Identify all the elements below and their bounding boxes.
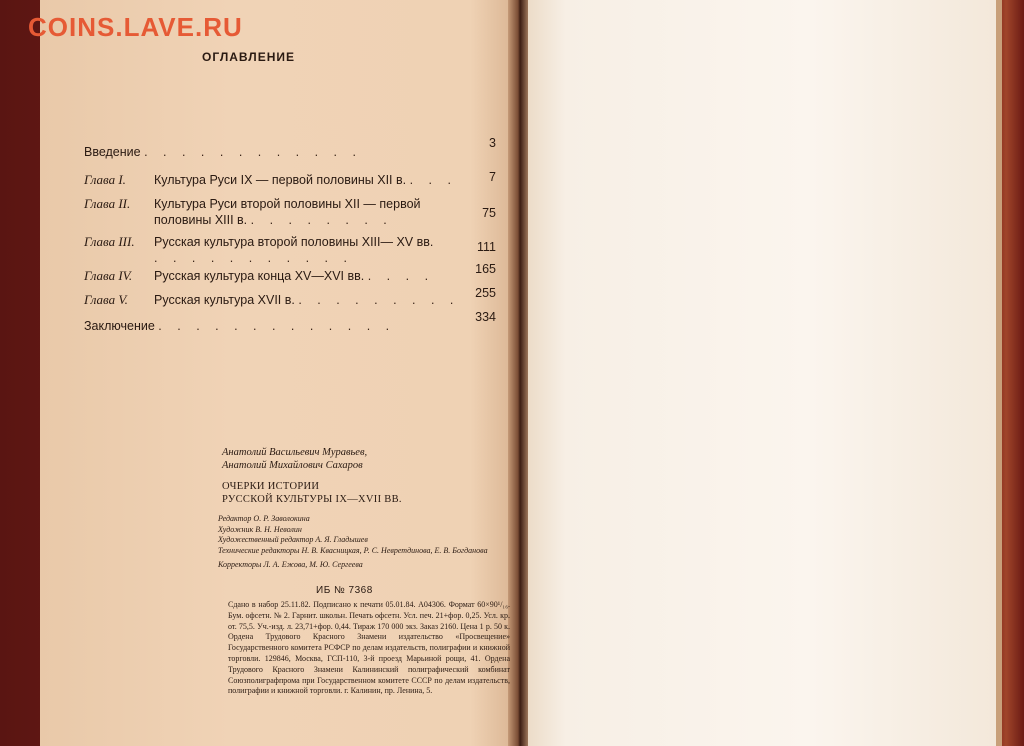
toc-leader: . . . . . . . . . . . .: [144, 145, 362, 159]
toc-entry-text: Заключение: [84, 319, 155, 333]
toc-entry: [84, 286, 496, 308]
imprint-text: Сдано в набор 25.11.82. Подписано к печати 05.01.84. А04306. Формат 60×90¹/₁₆. Бум. офсетн. № 2. Гарнит. школьн. Печать офсетн. Усл. печ. 21+фор. 0,25. Усл. кр. от. 75,5. Уч.-изд. л. 23,71+фор. 0,44. Тираж 170 000 экз. Заказ 2160. Цена 1 р. 50 к. Ордена Трудового Красного Знамени издательство «Просвещение» Государственного комитета РСФСР по делам издательств, полиграфии и книжной торговли. 129846, Москва, ГСП-110, 3-й проезд Марьиной рощи, 41. Ордена Трудового Красного Знамени Калининский полиграфический комбинат Союзполиграфпрома при Государственном комитете СССР по делам издательств, полиграфии и книжной торговли. г. Калинин, пр. Ленина, 5.: [228, 600, 510, 696]
toc-leader: . . .: [409, 173, 457, 187]
right-page-blank: [528, 0, 998, 746]
toc-entry-text: Русская культура XVII в.: [154, 293, 295, 307]
authors: [222, 446, 367, 472]
toc-title: ОГЛАВЛЕНИЕ: [202, 50, 296, 64]
toc-chapter-label: Глава V.: [84, 292, 128, 307]
toc-page-number: 334: [475, 310, 496, 324]
toc-leader: . . . .: [367, 269, 435, 283]
toc-chapter-label: Глава I.: [84, 172, 126, 187]
toc-page-number: 255: [475, 286, 496, 300]
book-title: [222, 480, 402, 506]
toc-page-number: 75: [482, 206, 496, 220]
author-name: Анатолий Васильевич Муравьев,: [222, 447, 368, 458]
toc-entry: [84, 136, 496, 160]
toc-leader: . . . . . . . . .: [298, 293, 460, 307]
book-title-line: ОЧЕРКИ ИСТОРИИ: [222, 481, 320, 492]
watermark: COINS.LAVE.RU: [28, 12, 243, 42]
page-edge: [996, 0, 1002, 746]
credit-line: Редактор О. Р. Заволокина: [218, 514, 310, 523]
credit-line: Художественный редактор А. Я. Гладышев: [218, 535, 368, 544]
toc-entry-text: Русская культура второй половины XIII— XV вв.: [154, 235, 434, 249]
toc-entry-text: Русская культура конца XV—XVI вв.: [154, 269, 365, 283]
toc-chapter-label: Глава II.: [84, 196, 131, 211]
toc-leader: . . . . . . . .: [250, 213, 393, 227]
toc-leader: . . . . . . . . . . .: [154, 251, 353, 265]
toc-entry: [84, 196, 496, 228]
credit-line: Корректоры Л. А. Ежова, М. Ю. Сергеева: [218, 560, 363, 569]
toc-page-number: 3: [489, 136, 496, 150]
toc-chapter-label: Глава III.: [84, 234, 135, 249]
toc-leader: . . . . . . . . . . . . .: [158, 319, 396, 333]
toc-page-number: 7: [489, 170, 496, 184]
toc-chapter-label: Глава IV.: [84, 268, 133, 283]
toc-page-number: 111: [476, 240, 496, 254]
credits: [218, 514, 498, 571]
toc-entry: [84, 234, 496, 266]
toc-entry: [84, 172, 496, 188]
toc-page-number: 165: [475, 262, 496, 276]
book-title-line: РУССКОЙ КУЛЬТУРЫ IX—XVII ВВ.: [222, 494, 402, 505]
toc-entry: [84, 310, 496, 334]
author-name: Анатолий Михайлович Сахаров: [222, 460, 363, 471]
toc-entry-text: Введение: [84, 145, 141, 159]
ib-number: ИБ № 7368: [316, 585, 373, 596]
book-spine: [508, 0, 530, 746]
credit-line: Технические редакторы Н. В. Квасницкая, Р. С. Невретдинова, Е. В. Богданова: [218, 545, 488, 555]
toc-entry: [84, 262, 496, 284]
credit-line: Художник В. Н. Неволин: [218, 524, 302, 534]
toc-entry-text: Культура Руси второй половины XII — первой половины XIII в.: [154, 197, 421, 227]
toc-entry-text: Культура Руси IX — первой половины XII в.: [154, 173, 407, 187]
